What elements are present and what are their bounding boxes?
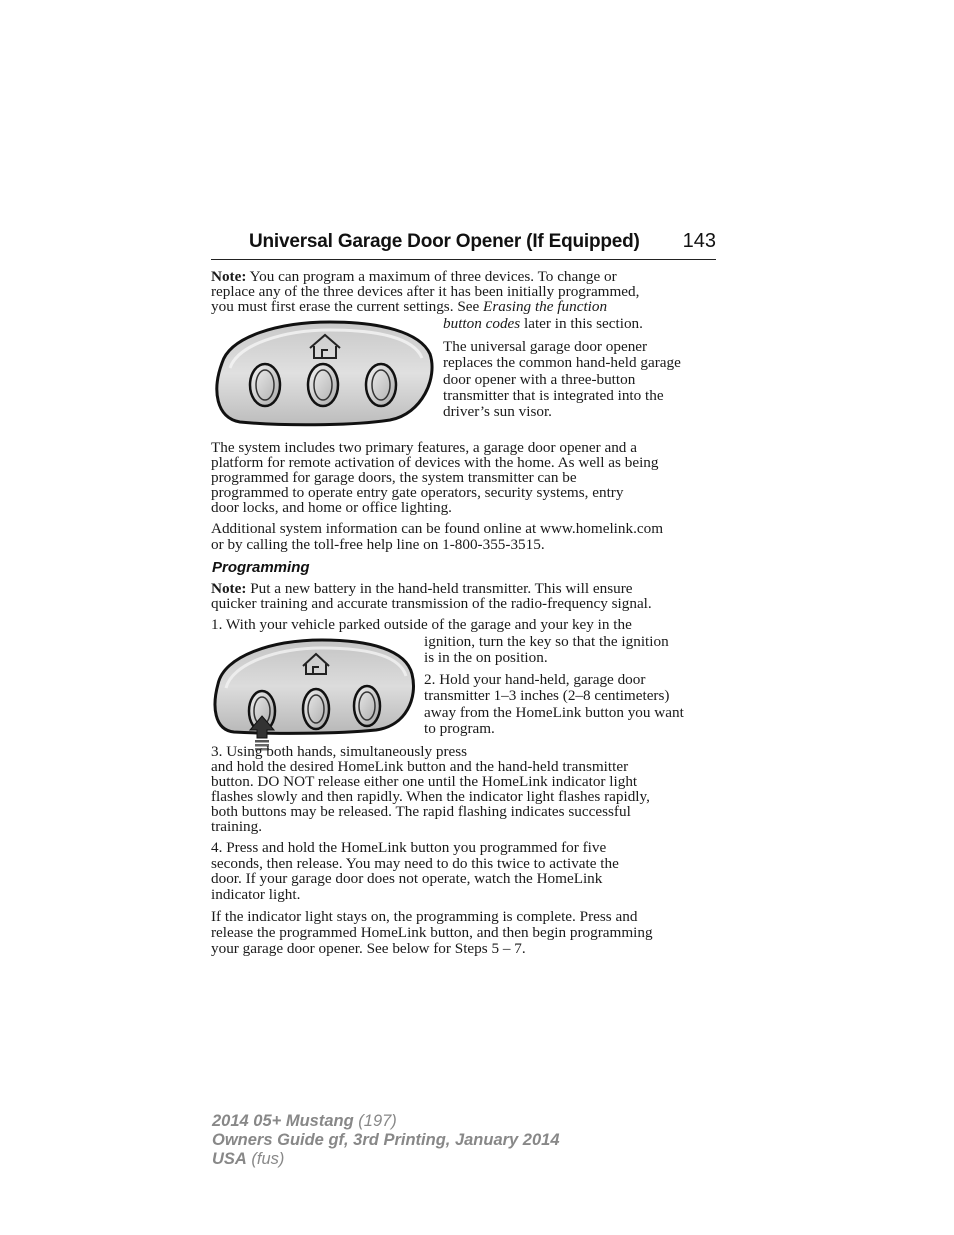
cross-reference: button codes <box>443 315 521 332</box>
text-line: The system includes two primary features, a garage door opener and a <box>211 439 637 456</box>
intro-note <box>211 269 716 315</box>
note-label: Note: <box>211 268 247 285</box>
text-line: door locks, and home or office lighting. <box>211 499 452 516</box>
note-text: you must first erase the current settings. See <box>211 298 484 316</box>
page-number: 143 <box>682 230 716 252</box>
page-header <box>211 229 716 260</box>
text-line: 3. Using both hands, simultaneously press <box>211 743 468 760</box>
text-line: Additional system information can be found online at www.homelink.com <box>211 520 664 537</box>
note-text: Put a new battery in the hand-held transmitter. This will ensure <box>246 580 633 597</box>
text-line: away from the HomeLink button you want <box>424 703 684 721</box>
transmitter-figure-1 <box>210 318 436 428</box>
page-title: Universal Garage Door Opener (If Equipped) <box>249 231 640 252</box>
final-paragraph <box>211 909 716 957</box>
programming-note <box>211 581 716 611</box>
section-heading-programming: Programming <box>212 559 310 576</box>
footer-region: USA <box>212 1150 247 1168</box>
step-4 <box>211 840 716 902</box>
text-line: ignition, turn the key so that the ignition <box>424 633 669 650</box>
text-line: door. If your garage door does not operate, watch the HomeLink <box>211 870 603 887</box>
text-line: programmed for garage doors, the system transmitter can be <box>211 469 577 486</box>
intro-description <box>443 339 718 420</box>
button-1-icon <box>250 364 280 406</box>
text-line: flashes slowly and then rapidly. When the indicator light flashes rapidly, <box>211 788 650 805</box>
text-line: replaces the common hand-held garage <box>443 354 681 372</box>
text-line: programmed to operate entry gate operators, security systems, entry <box>211 484 624 501</box>
text-line: button. DO NOT release either one until the HomeLink indicator light <box>211 773 638 790</box>
info-paragraph <box>211 521 716 552</box>
step-3 <box>211 744 716 834</box>
text-line: platform for remote activation of devices with the home. As well as being <box>211 454 659 471</box>
text-line: and hold the desired HomeLink button and the hand-held transmitter <box>211 758 629 775</box>
note-text: quicker training and accurate transmission of the radio-frequency signal. <box>211 595 652 613</box>
button-2-icon <box>303 689 329 729</box>
text-line: release the programmed HomeLink button, and then begin programming <box>211 924 653 941</box>
step-2 <box>424 672 719 737</box>
text-line: or by calling the toll-free help line on 1-800-355-3515. <box>211 535 545 553</box>
text-line: training. <box>211 818 263 835</box>
note-text: later in this section. <box>520 315 643 332</box>
text-line: driver’s sun visor. <box>443 403 552 421</box>
text-line: door opener with a three-button <box>443 370 636 388</box>
step-1-rest <box>424 634 719 666</box>
footer-guide: Owners Guide gf, 3rd Printing, January 2014 <box>212 1131 560 1149</box>
button-2-icon <box>308 364 338 406</box>
text-line: If the indicator light stays on, the programming is complete. Press and <box>211 908 638 925</box>
cross-reference: Erasing the function <box>483 298 608 316</box>
text-line: transmitter 1–3 inches (2–8 centimeters) <box>424 687 670 705</box>
transmitter-figure-2 <box>210 636 418 752</box>
note-label: Note: <box>211 580 247 597</box>
note-text: You can program a maximum of three devices. To change or <box>246 268 617 285</box>
text-line: 2. Hold your hand-held, garage door <box>424 671 646 688</box>
text-line: The universal garage door opener <box>443 338 648 355</box>
footer-region-code: (fus) <box>246 1150 285 1168</box>
intro-note-cont <box>443 316 643 331</box>
text-line: both buttons may be released. The rapid flashing indicates successful <box>211 803 631 820</box>
text-line: 4. Press and hold the HomeLink button you programmed for five <box>211 839 607 856</box>
text-line: indicator light. <box>211 885 301 903</box>
text-line: to program. <box>424 719 495 737</box>
text-line: is in the on position. <box>424 649 548 666</box>
note-text: replace any of the three devices after it has been initially programmed, <box>211 283 640 301</box>
system-paragraph <box>211 440 716 515</box>
text-line: your garage door opener. See below for Steps 5 – 7. <box>211 940 526 957</box>
page-footer <box>212 1112 560 1169</box>
footer-code: (197) <box>353 1112 397 1130</box>
button-3-icon <box>366 364 396 406</box>
step-1-line: 1. With your vehicle parked outside of the garage and your key in the <box>211 616 632 633</box>
footer-model: 2014 05+ Mustang <box>212 1112 354 1130</box>
text-line: transmitter that is integrated into the <box>443 386 664 404</box>
text-line: seconds, then release. You may need to do this twice to activate the <box>211 854 619 872</box>
button-3-icon <box>354 686 380 726</box>
